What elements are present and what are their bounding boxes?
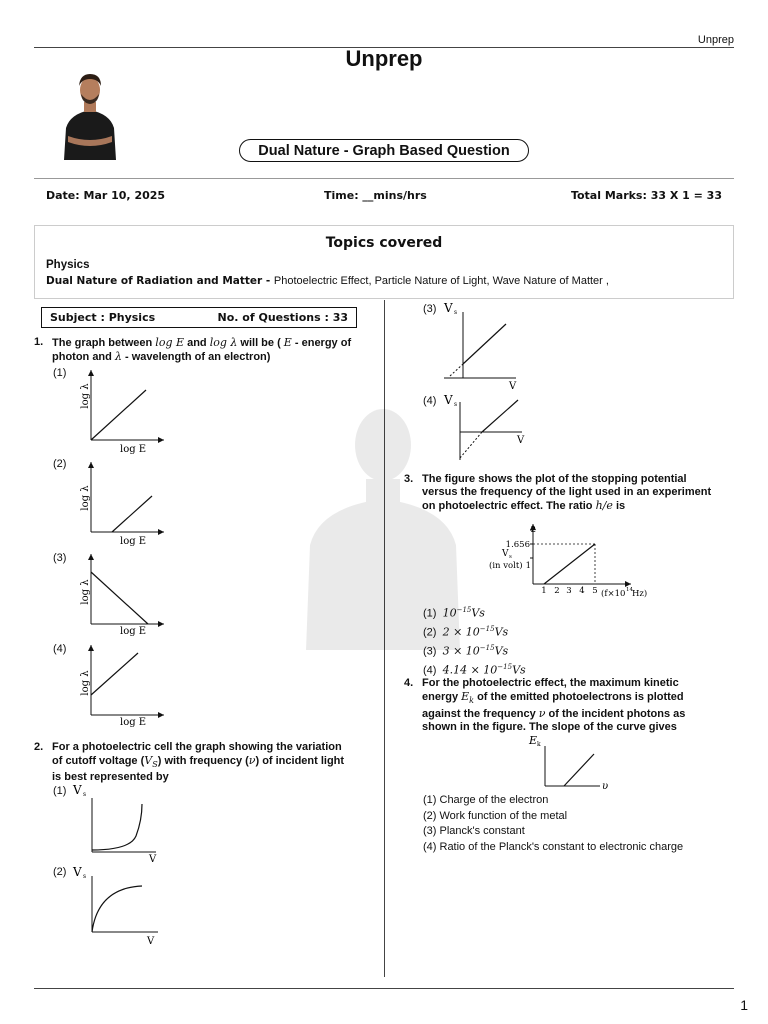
y-axis-sub: s: [83, 873, 87, 880]
q4-answers: [423, 793, 683, 855]
x-axis-label: log E: [120, 626, 147, 637]
y-axis-label: V: [502, 549, 509, 559]
topics-subject: Physics: [46, 259, 90, 271]
text-run: ) with frequency (: [157, 755, 249, 767]
q2-option-4-graph: [440, 390, 530, 464]
question-text: [52, 336, 351, 364]
x-tick: 5: [592, 586, 598, 596]
date-label: Date: Mar 10, 2025: [46, 189, 166, 202]
text-line: shown in the figure. The slope of the curve gives: [422, 721, 677, 734]
y-axis-label: V: [73, 865, 82, 879]
math-exp: −15: [479, 625, 495, 634]
y-axis-label: log λ: [80, 670, 91, 696]
text-line: is best represented by: [52, 771, 169, 784]
math-run: Vs: [494, 625, 509, 639]
x-axis-unit: (f×10: [601, 589, 626, 599]
topics-heading: Topics covered: [325, 235, 443, 251]
page-number: 1: [740, 997, 748, 1013]
question-number: 4.: [404, 677, 414, 689]
y-axis-label: log λ: [80, 485, 91, 511]
y-axis-label: E: [529, 734, 538, 747]
question-2: [34, 741, 374, 783]
y-axis-sub: s: [454, 401, 458, 408]
y-tick: 2: [530, 525, 536, 535]
option-number: (1): [423, 607, 437, 620]
text-run: energy: [422, 691, 462, 703]
q2-option-2-label: (2): [53, 866, 67, 878]
math-run: 10: [465, 625, 480, 639]
y-axis-label: log λ: [80, 579, 91, 605]
text-line: versus the frequency of the light used in an experiment: [422, 486, 712, 498]
q2-option-3-label: (3): [423, 303, 437, 315]
y-axis-sub: s: [454, 309, 458, 316]
time-label: Time: __mins/hrs: [324, 189, 427, 202]
x-axis-label: υ: [602, 781, 609, 792]
question-4: [404, 677, 749, 734]
y-tick: 1.656: [505, 540, 530, 550]
subject-label: Subject : Physics: [50, 311, 156, 324]
text-line: The figure shows the plot of the stopping potential: [422, 473, 687, 485]
divider: [34, 178, 734, 179]
topics-box: [34, 225, 734, 299]
y-axis-label: V: [444, 301, 453, 315]
answer-option[interactable]: (1) Charge of the electron: [423, 794, 549, 806]
y-axis-sub: s: [509, 554, 512, 560]
y-tick: 1: [525, 561, 531, 571]
option-number: (3): [423, 645, 437, 658]
y-axis-label: V: [444, 393, 453, 407]
q3-stopping-potential-graph: [486, 522, 656, 602]
math-run: V: [144, 754, 153, 767]
x-axis-label: V: [517, 435, 525, 446]
math-exp: −15: [456, 606, 472, 614]
y-axis-label: V: [73, 783, 82, 797]
q1-option-4-graph: [74, 643, 184, 731]
q3-answers: [423, 603, 526, 680]
question-3: [404, 473, 749, 515]
q1-option-2-graph: [74, 460, 184, 548]
math-sub: S: [152, 760, 158, 770]
q1-option-4-label: (4): [53, 643, 67, 655]
y-axis-sub: s: [83, 791, 87, 798]
question-1: [34, 336, 374, 364]
math-run: log λ: [209, 336, 238, 349]
math-run: ν: [248, 754, 256, 767]
y-axis-unit: (in volt): [489, 561, 523, 571]
q1-option-1-graph: [74, 368, 184, 456]
text-run: The graph between: [52, 337, 156, 349]
x-tick: 2: [554, 586, 560, 596]
math-run: 4.14 ×: [442, 664, 484, 678]
q1-option-3-graph: [74, 552, 184, 640]
math-run: log E: [155, 336, 185, 349]
answer-option[interactable]: (3) Planck's constant: [423, 825, 525, 837]
y-axis-sub: k: [537, 741, 541, 748]
section-pill: Dual Nature - Graph Based Question: [239, 139, 529, 162]
text-run: on photoelectric effect. The ratio: [422, 500, 596, 512]
math-exp: −15: [497, 663, 513, 672]
question-number: 2.: [34, 741, 44, 753]
x-tick: 1: [541, 586, 547, 596]
x-axis-label: V: [509, 381, 517, 392]
teacher-avatar: [60, 70, 120, 160]
q1-option-3-label: (3): [53, 552, 67, 564]
math-run: 3 ×: [442, 644, 466, 658]
topics-chapter: Dual Nature of Radiation and Matter -: [46, 275, 274, 287]
text-run: ) of incident light: [255, 755, 345, 767]
q2-option-1-graph: [70, 780, 170, 866]
math-run: E: [283, 336, 292, 349]
x-axis-label: log E: [120, 717, 147, 728]
x-axis-unit-end: Hz): [632, 589, 648, 599]
question-number: 1.: [34, 336, 44, 348]
text-run: photon and: [52, 351, 115, 363]
topics-content: [46, 275, 609, 287]
x-tick: 3: [566, 586, 572, 596]
math-run: ν: [538, 707, 546, 721]
option-number: (2): [423, 626, 437, 639]
question-text: [422, 677, 685, 734]
question-count: No. of Questions : 33: [217, 311, 348, 324]
math-run: Vs: [471, 606, 485, 620]
text-run: of the incident photons as: [545, 708, 686, 721]
q2-option-4-label: (4): [423, 395, 437, 407]
text-run: will be (: [237, 337, 284, 349]
total-marks-label: Total Marks: 33 X 1 = 33: [570, 189, 722, 202]
x-axis-label: V: [149, 854, 157, 865]
math-run: h/e: [595, 499, 613, 512]
text-run: of cutoff voltage (: [52, 755, 145, 767]
answer-option[interactable]: (4) Ratio of the Planck's constant to electronic charge: [423, 840, 684, 853]
math-run: 10: [442, 606, 457, 620]
q2-option-3-graph: [440, 298, 530, 392]
question-number: 3.: [404, 473, 414, 485]
y-axis-label: log λ: [80, 383, 91, 409]
math-exp: −15: [479, 644, 495, 653]
answer-option[interactable]: [423, 603, 526, 622]
q2-option-2-graph: [70, 862, 170, 948]
text-run: of the emitted photoelectrons is plotted: [474, 691, 684, 703]
text-line: For a photoelectric cell the graph showing the variation: [52, 741, 342, 753]
answer-option[interactable]: [423, 622, 526, 641]
math-run: λ: [114, 350, 122, 363]
q1-option-2-label: (2): [53, 458, 67, 470]
footer-rule: [34, 988, 734, 989]
topics-items: Photoelectric Effect, Particle Nature of Light, Wave Nature of Matter ,: [273, 275, 609, 287]
text-run: and: [184, 337, 210, 349]
x-tick: 4: [579, 586, 585, 596]
subject-bar: [41, 307, 357, 328]
text-run: - wavelength of an electron): [121, 351, 271, 363]
q4-kinetic-energy-graph: [528, 730, 618, 792]
math-run: E: [461, 690, 470, 703]
question-text: [52, 741, 344, 784]
option-number: (4): [423, 665, 437, 678]
q2-option-1-label: (1): [53, 785, 67, 797]
text-line: For the photoelectric effect, the maximum kinetic: [422, 677, 679, 689]
x-axis-unit-exp: 14: [626, 587, 633, 593]
x-axis-label: V: [147, 936, 155, 947]
text-run: - energy of: [291, 337, 352, 349]
q1-option-1-label: (1): [53, 367, 67, 379]
math-run: Vs: [494, 644, 509, 658]
math-sub: k: [469, 696, 475, 706]
page-title: Unprep: [345, 46, 423, 71]
header-brand: Unprep: [697, 34, 734, 46]
math-run: 10: [465, 644, 480, 658]
text-run: against the frequency: [422, 708, 539, 721]
answer-option[interactable]: [423, 641, 526, 660]
text-run: is: [612, 500, 626, 512]
question-text: [422, 473, 711, 513]
math-run: 2 ×: [442, 625, 466, 639]
answer-option[interactable]: (2) Work function of the metal: [423, 809, 568, 822]
x-axis-label: log E: [120, 444, 147, 455]
math-run: Vs: [512, 664, 526, 678]
x-axis-label: log E: [120, 536, 147, 547]
math-run: 10: [483, 664, 498, 678]
